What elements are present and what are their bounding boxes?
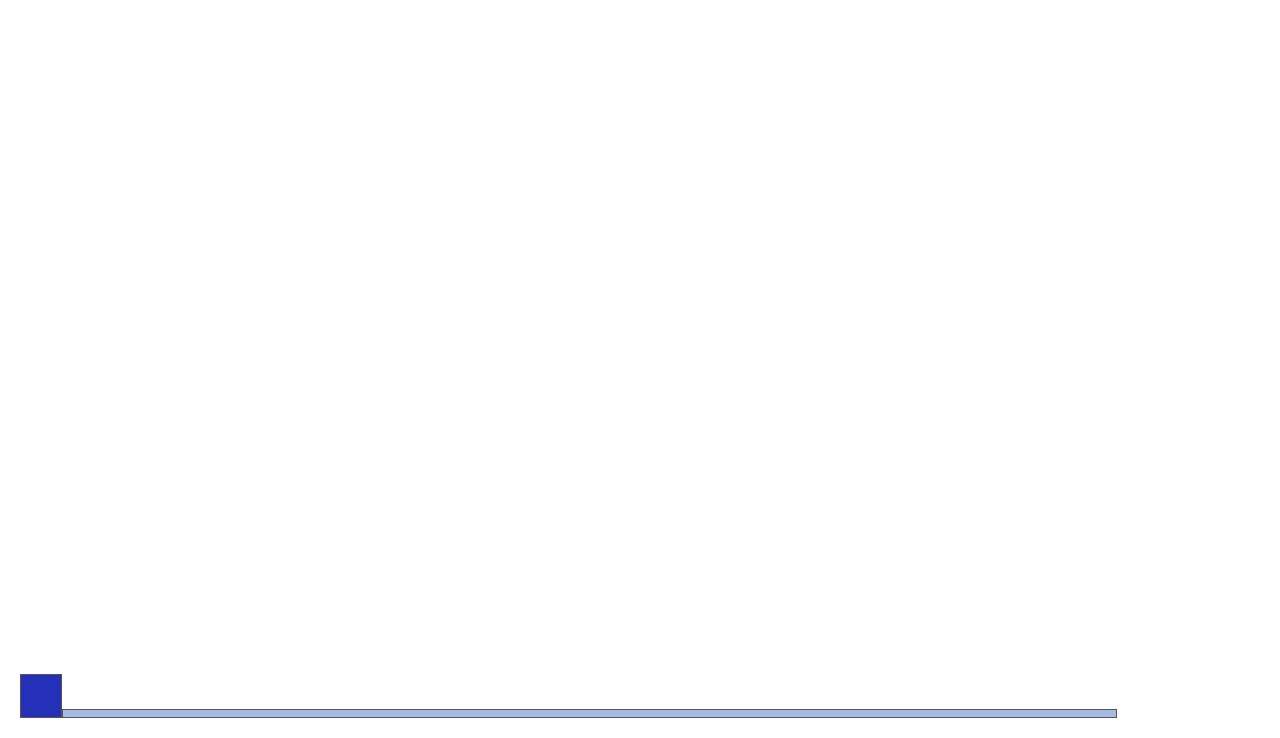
stage5-footer xyxy=(62,709,1117,718)
document-header xyxy=(0,18,1280,30)
